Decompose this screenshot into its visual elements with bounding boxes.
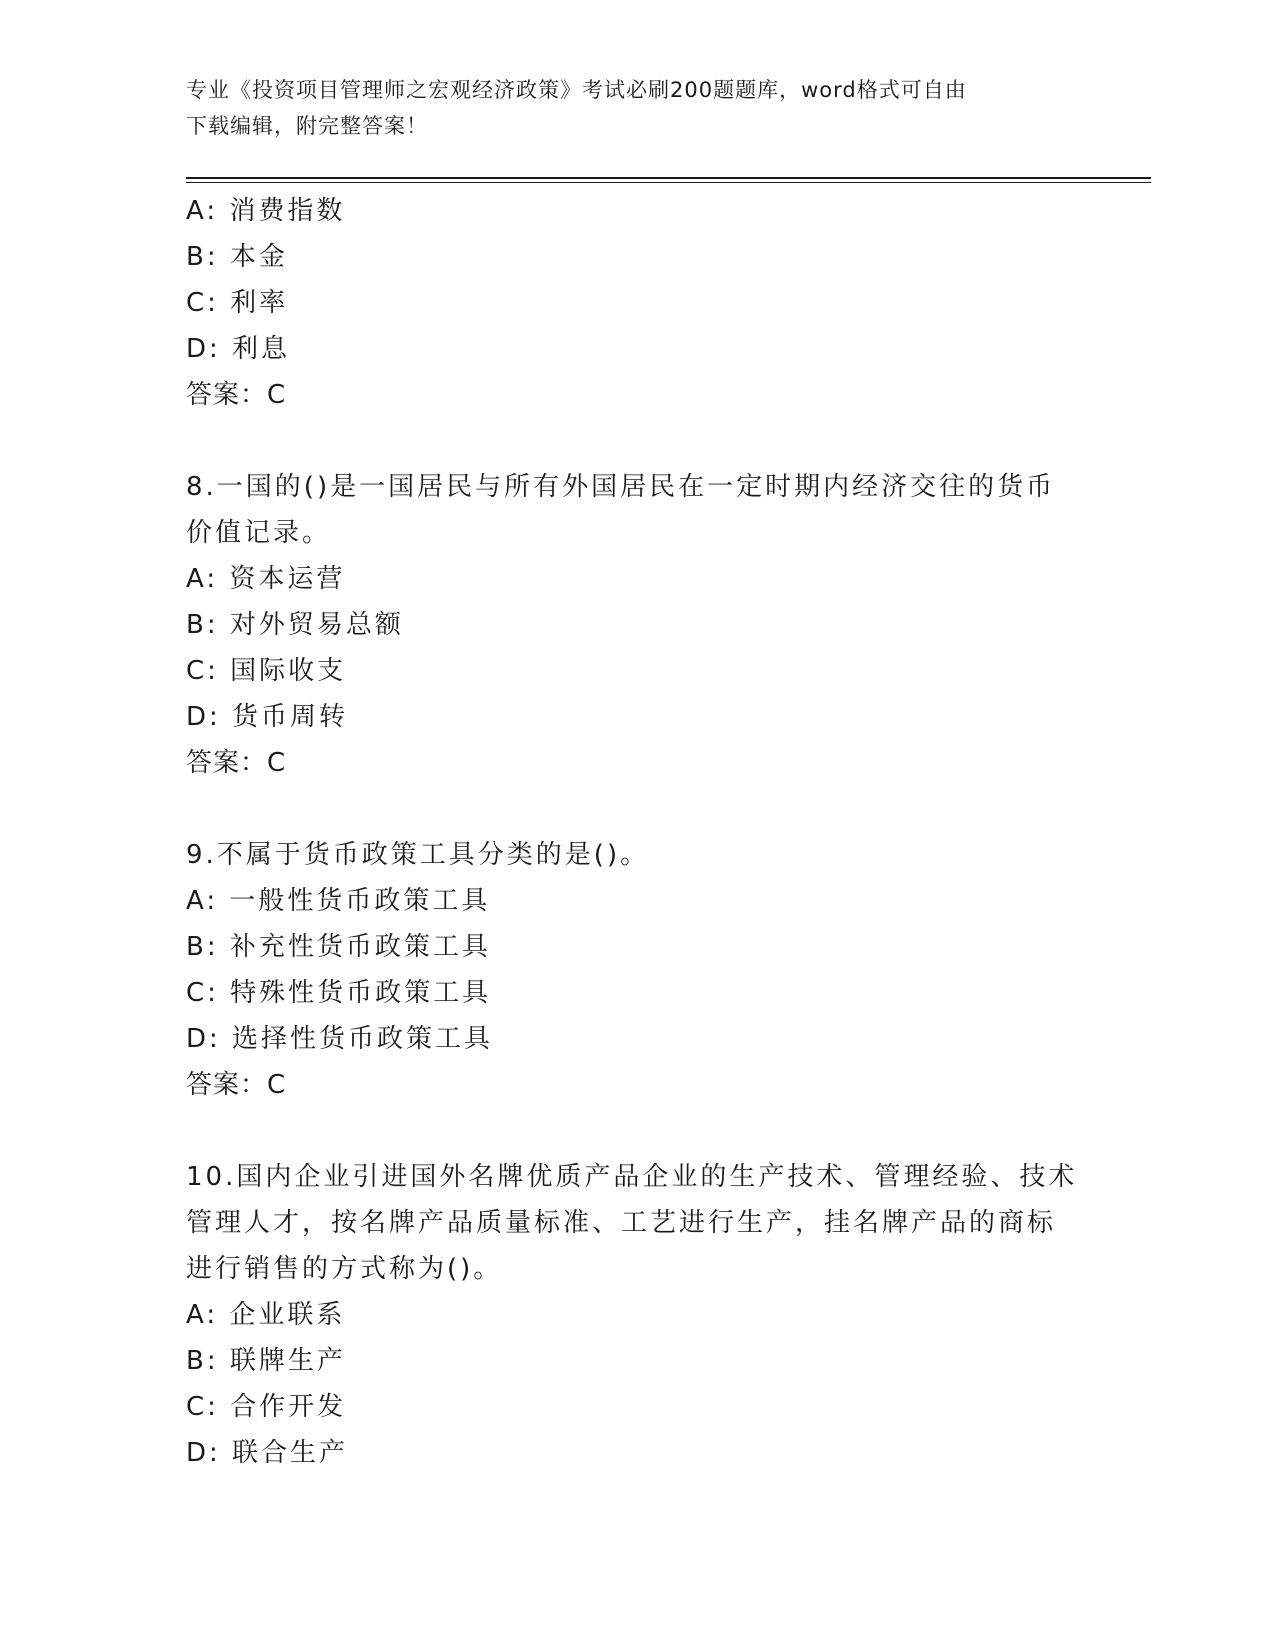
- question-stem-line: 价值记录。: [186, 518, 332, 548]
- option-d: D: 选择性货币政策工具: [186, 1024, 494, 1054]
- option-b: B: 联牌生产: [186, 1346, 346, 1376]
- answer: 答案：C: [186, 380, 287, 410]
- answer: 答案：C: [186, 1070, 287, 1100]
- question-stem-line: 8.一国的()是一国居民与所有外国居民在一定时期内经济交往的货币: [186, 472, 1056, 502]
- option-b: B: 本金: [186, 242, 288, 272]
- question-9: [186, 832, 1086, 1108]
- document-header: [186, 72, 1086, 144]
- question-8: [186, 464, 1086, 786]
- header-line-1: 专业《投资项目管理师之宏观经济政策》考试必刷200题题库，word格式可自由: [186, 78, 967, 102]
- option-a: A: 消费指数: [186, 196, 346, 226]
- option-c: C: 国际收支: [186, 656, 347, 686]
- option-d: D: 联合生产: [186, 1438, 349, 1468]
- option-a: A: 企业联系: [186, 1300, 346, 1330]
- question-stem-line: 10.国内企业引进国外名牌优质产品企业的生产技术、管理经验、技术: [186, 1162, 1078, 1192]
- option-a: A: 一般性货币政策工具: [186, 886, 491, 916]
- header-line-2: 下载编辑，附完整答案！: [186, 114, 428, 138]
- question-7: [186, 188, 1086, 418]
- answer: 答案：C: [186, 748, 287, 778]
- option-b: B: 补充性货币政策工具: [186, 932, 491, 962]
- header-divider-thin: [186, 182, 1151, 183]
- question-10: [186, 1154, 1086, 1476]
- question-stem-line: 9.不属于货币政策工具分类的是()。: [186, 840, 650, 870]
- header-divider-thick: [186, 177, 1151, 179]
- option-d: D: 货币周转: [186, 702, 349, 732]
- question-list: [186, 188, 1086, 1476]
- option-c: C: 合作开发: [186, 1392, 347, 1422]
- option-b: B: 对外贸易总额: [186, 610, 404, 640]
- question-stem-line: 管理人才，按名牌产品质量标准、工艺进行生产，挂名牌产品的商标: [186, 1208, 1057, 1238]
- option-d: D: 利息: [186, 334, 291, 364]
- option-a: A: 资本运营: [186, 564, 346, 594]
- option-c: C: 特殊性货币政策工具: [186, 978, 492, 1008]
- question-stem-line: 进行销售的方式称为()。: [186, 1254, 503, 1284]
- option-c: C: 利率: [186, 288, 289, 318]
